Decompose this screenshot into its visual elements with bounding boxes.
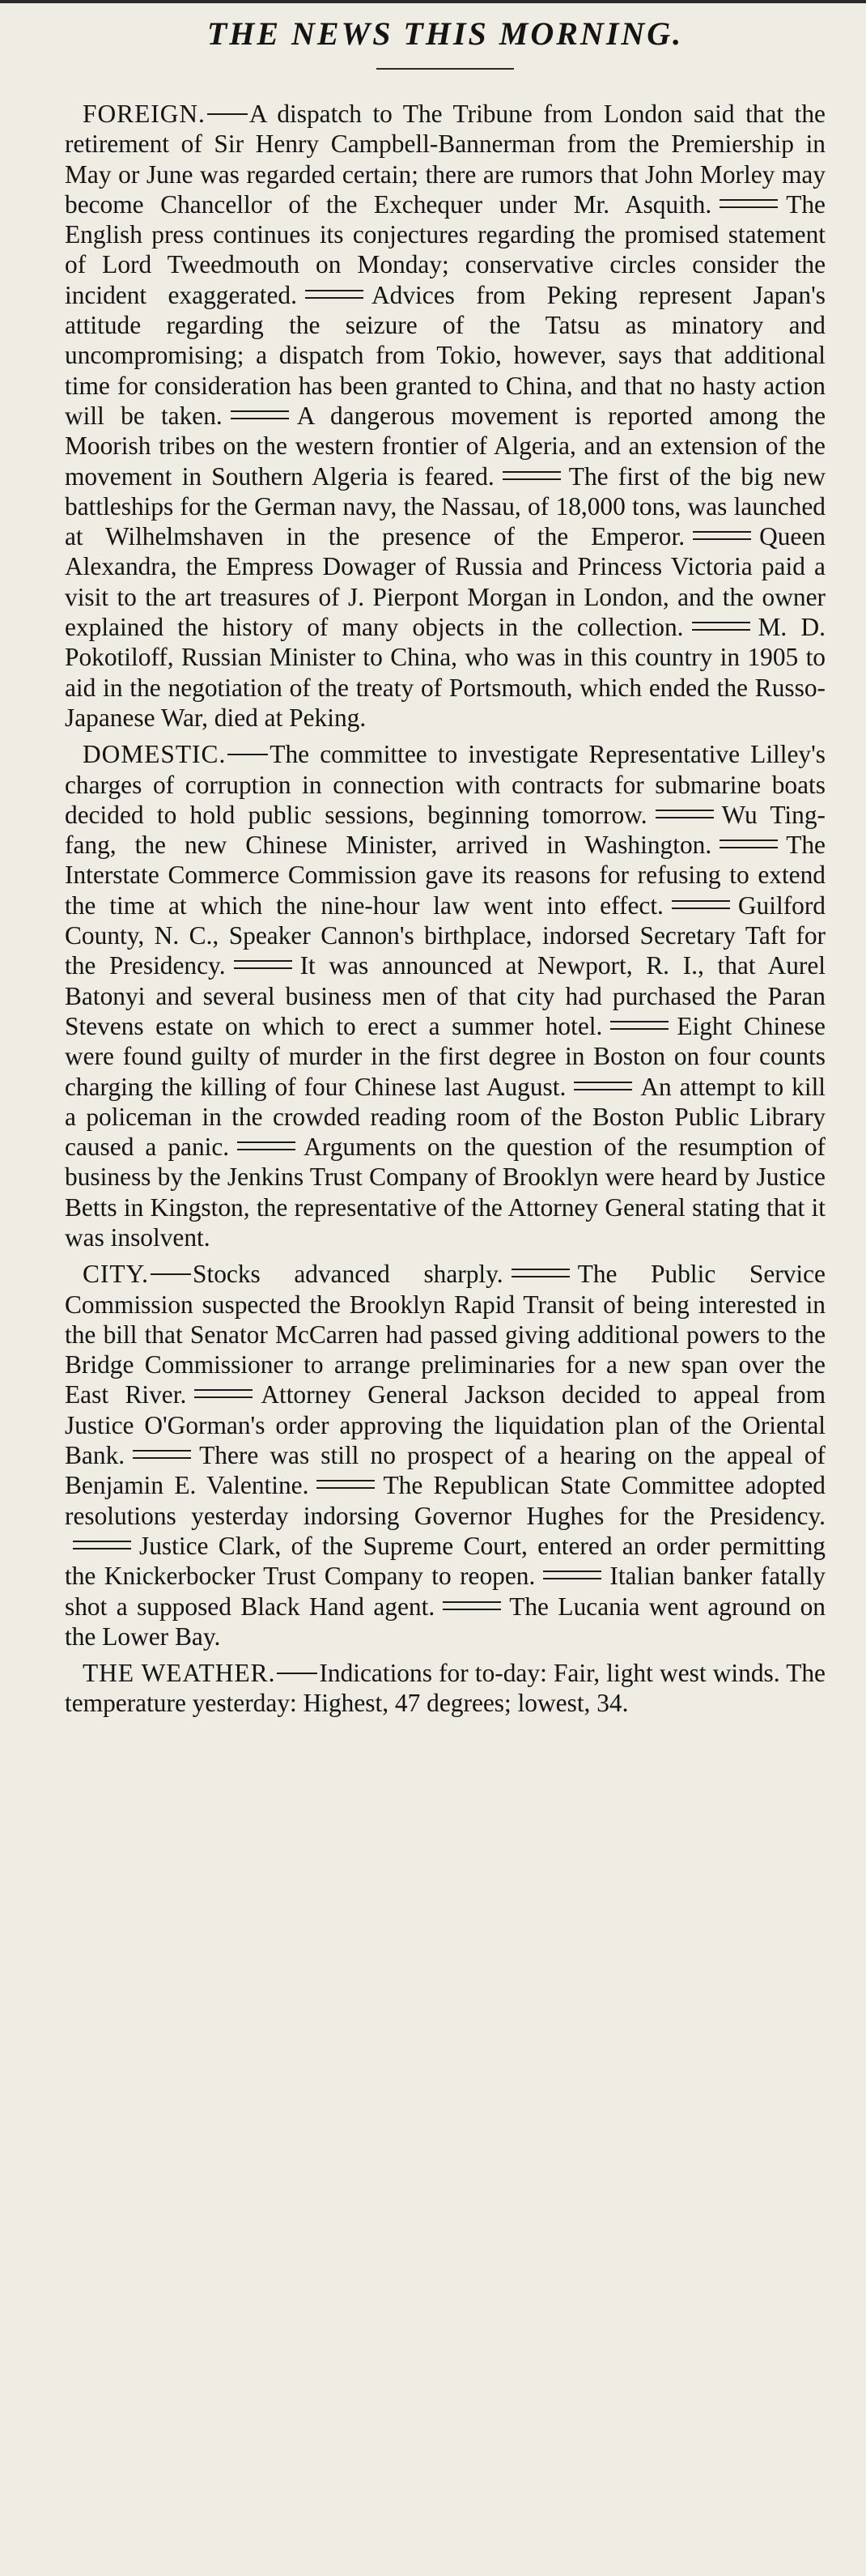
news-item: A dangerous movement is reported among the Moorish tribes on the western frontier of Algeria, and an extension of the movement in Southern Algeria is feared. — [65, 401, 826, 491]
dash-separator — [207, 113, 248, 115]
dash-separator — [227, 754, 268, 755]
heading-rule — [376, 68, 514, 70]
item-separator — [693, 531, 751, 540]
item-separator — [543, 1571, 601, 1579]
item-separator — [234, 960, 292, 969]
news-item: The Interstate Commerce Commission gave its reasons for refusing to extend the time at which the nine-hour law went into effect. — [65, 831, 826, 920]
item-separator — [720, 840, 778, 848]
news-item: The first of the big new battleships for the German navy, the Nassau, of 18,000 tons, was launched at Wilhelmshaven in the presence of the Emperor. — [65, 461, 826, 551]
item-separator — [512, 1269, 570, 1277]
item-separator — [503, 471, 561, 480]
weather-text: Indications for to-day: Fair, light west winds. The temperature yesterday: Highest, 47 degrees; lowest, 34. — [65, 1659, 826, 1718]
dash-separator — [151, 1273, 191, 1275]
news-item: The Lucania went aground on the Lower Bay. — [65, 1592, 826, 1651]
news-item: It was announced at Newport, R. I., that Aurel Batonyi and several business men of that city had purchased the Paran Stevens estate on which to erect a summer hotel. — [65, 951, 826, 1040]
news-item: M. D. Pokotiloff, Russian Minister to China, who was in this country in 1905 to aid in the negotiation of the treaty of Portsmouth, which ended the Russo-Japanese War, died at Peking. — [65, 613, 826, 732]
news-item: Guilford County, N. C., Speaker Cannon's birthplace, indorsed Secretary Taft for the Presidency. — [65, 891, 826, 980]
item-separator — [73, 1541, 131, 1549]
domestic-section — [65, 739, 826, 1252]
item-separator — [133, 1450, 191, 1459]
city-section — [65, 1259, 826, 1651]
item-separator — [574, 1082, 632, 1090]
column-heading: THE NEWS THIS MORNING. — [206, 15, 684, 52]
news-item: The Republican State Committee adopted resolutions yesterday indorsing Governor Hughes for the Presidency. — [65, 1471, 826, 1530]
domestic-label: DOMESTIC. — [83, 740, 227, 769]
item-separator — [316, 1480, 375, 1489]
city-label: CITY. — [83, 1260, 150, 1289]
news-item: Arguments on the question of the resumption of business by the Jenkins Trust Company of Brooklyn were heard by Justice Betts in Kingston, the representative of the Attorney General stating that it was insolvent. — [65, 1133, 826, 1252]
item-separator — [656, 810, 714, 818]
news-item: The English press continues its conjectures regarding the promised statement of Lord Tweedmouth on Monday; conservative circles consider the incident exaggerated. — [65, 189, 826, 309]
item-separator — [305, 290, 363, 299]
news-item: An attempt to kill a policeman in the crowded reading room of the Boston Public Library caused a panic. — [65, 1072, 826, 1162]
news-item: Eight Chinese were found guilty of murder in the first degree in Boston on four counts charging the killing of four Chinese last August. — [65, 1011, 826, 1101]
item-separator — [720, 199, 778, 208]
foreign-section — [65, 99, 826, 733]
news-item: A dispatch to The Tribune from London said that the retirement of Sir Henry Campbell-Bannerman from the Premiership in May or June was regarded certain; there are rumors that John Morley may become Chancellor of the Exchequer under Mr. Asquith. — [65, 100, 826, 219]
news-item: The committee to investigate Representative Lilley's charges of corruption in connection with contracts for submarine boats decided to hold public sessions, beginning tomorrow. — [65, 740, 826, 829]
news-item: Queen Alexandra, the Empress Dowager of Russia and Princess Victoria paid a visit to the art treasures of J. Pierpont Morgan in London, and the owner explained the history of many objects in the collection. — [65, 522, 826, 642]
news-item: Wu Ting-fang, the new Chinese Minister, arrived in Washington. — [65, 800, 826, 860]
news-item: Italian banker fatally shot a supposed Black Hand agent. — [65, 1562, 826, 1621]
item-separator — [692, 622, 750, 631]
weather-label: THE WEATHER. — [83, 1659, 276, 1688]
item-separator — [443, 1601, 501, 1610]
item-separator — [194, 1389, 253, 1398]
news-item: Justice Clark, of the Supreme Court, entered an order permitting the Knickerbocker Trust Company to reopen. — [65, 1531, 826, 1591]
news-item: There was still no prospect of a hearing on the appeal of Benjamin E. Valentine. — [65, 1441, 826, 1500]
item-separator — [610, 1021, 669, 1030]
news-item: Attorney General Jackson decided to appeal from Justice O'Gorman's order approving the liquidation plan of the Oriental Bank. — [65, 1380, 826, 1470]
news-item: The Public Service Commission suspected the Brooklyn Rapid Transit of being interested in the bill that Senator McCarren had passed giving additional powers to the Bridge Commissioner to arrange preliminaries for a new span over the East River. — [65, 1260, 826, 1409]
item-separator — [231, 410, 289, 419]
news-item: Stocks advanced sharply. — [193, 1260, 503, 1289]
weather-section — [65, 1658, 826, 1719]
dash-separator — [277, 1673, 317, 1674]
item-separator — [237, 1141, 295, 1150]
item-separator — [672, 900, 730, 909]
foreign-label: FOREIGN. — [83, 100, 206, 128]
news-item: Advices from Peking represent Japan's attitude regarding the seizure of the Tatsu as minatory and uncompromising; a dispatch from Tokio, however, says that additional time for consideration has been granted to China, and that no hasty action will be taken. — [65, 280, 826, 430]
